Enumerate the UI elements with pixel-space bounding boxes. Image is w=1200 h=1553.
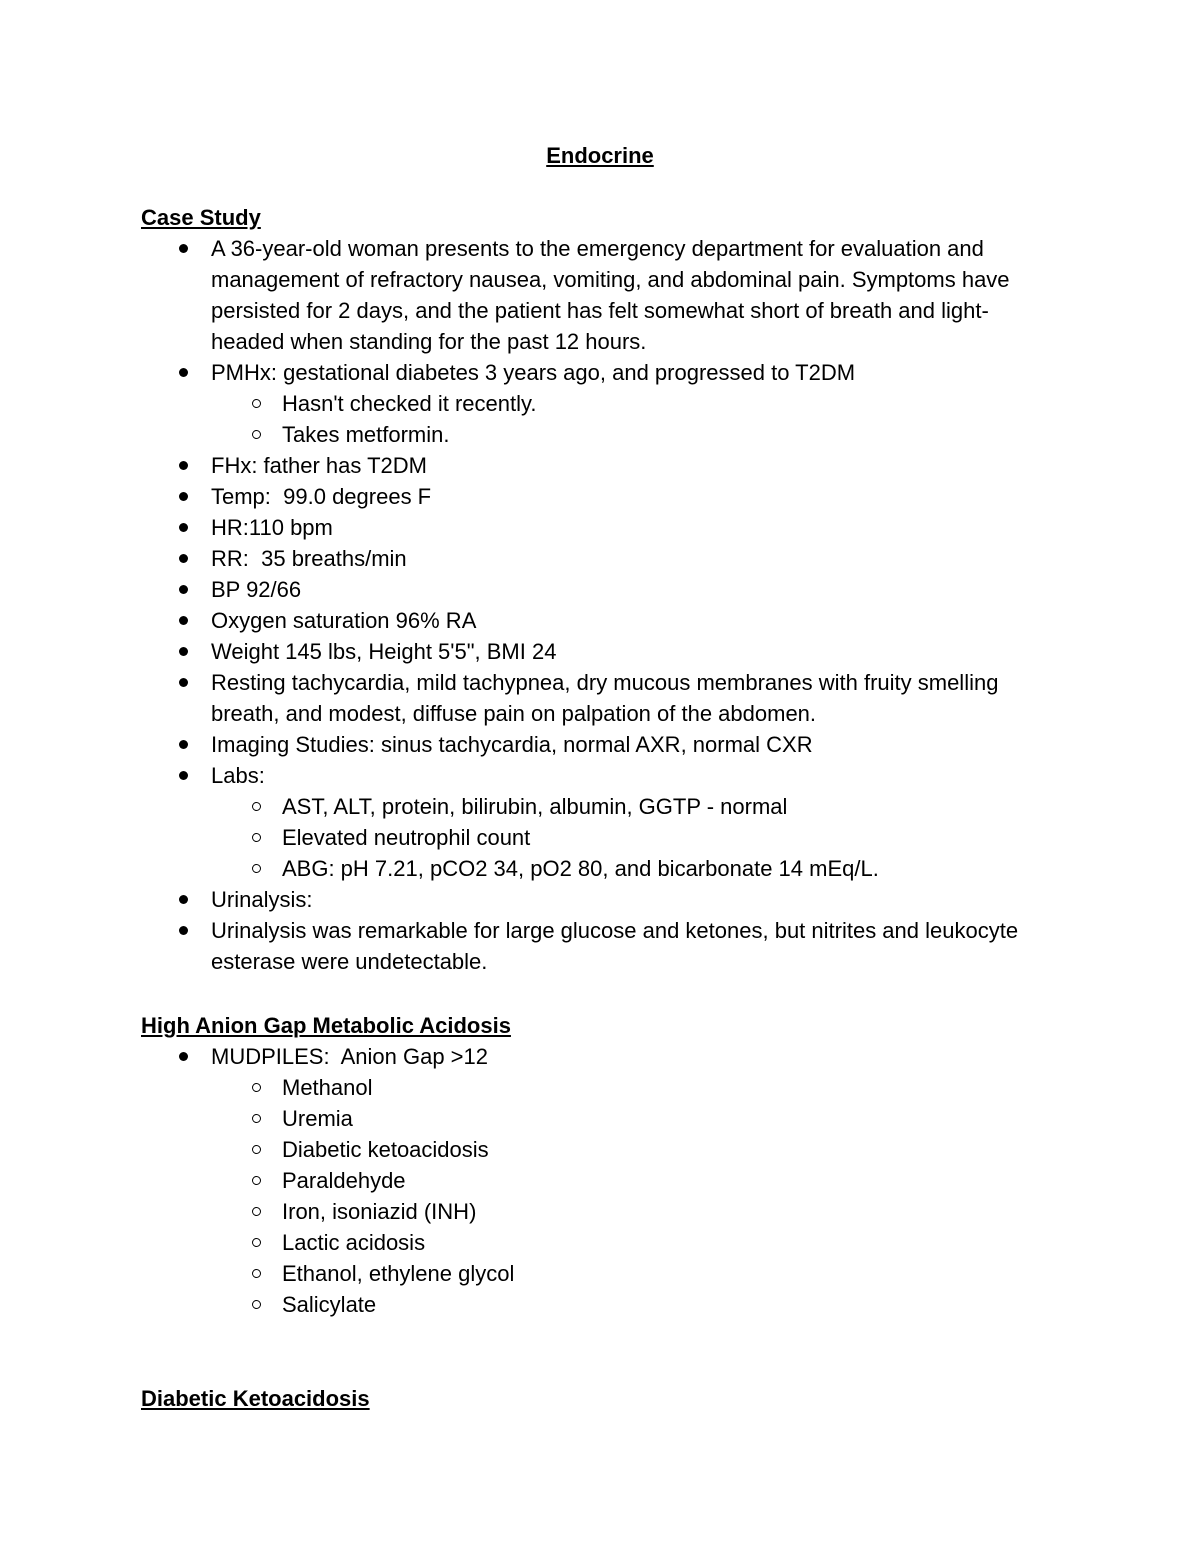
hollow-bullet-icon	[252, 1176, 261, 1185]
list-item: MUDPILES: Anion Gap >12 Methanol Uremia Diabetic ketoacidosis Paraldehyde Iron, isoniazid (INH) Lactic acidosis Ethanol, ethylene glycol Salicylate	[0, 1041, 1200, 1320]
sub-list-item: Lactic acidosis	[211, 1227, 1060, 1258]
sub-list-item: Uremia	[211, 1103, 1060, 1134]
hollow-bullet-icon	[252, 802, 261, 811]
filled-bullet-icon	[179, 926, 188, 935]
hollow-bullet-icon	[252, 864, 261, 873]
list-item: Urinalysis:	[0, 884, 1200, 915]
filled-bullet-icon	[179, 740, 188, 749]
hollow-bullet-icon	[252, 1114, 261, 1123]
filled-bullet-icon	[179, 585, 188, 594]
sub-list-item: Methanol	[211, 1072, 1060, 1103]
filled-bullet-icon	[179, 1052, 188, 1061]
sub-list-item: Hasn't checked it recently.	[211, 388, 1060, 419]
case-study-list	[0, 233, 1200, 977]
hollow-bullet-icon	[252, 1083, 261, 1092]
hollow-bullet-icon	[252, 1300, 261, 1309]
sub-list-item: Diabetic ketoacidosis	[211, 1134, 1060, 1165]
sub-list-item: Salicylate	[211, 1289, 1060, 1320]
sub-list	[211, 791, 1060, 884]
list-item: RR: 35 breaths/min	[0, 543, 1200, 574]
filled-bullet-icon	[179, 616, 188, 625]
filled-bullet-icon	[179, 554, 188, 563]
section-heading-dka: Diabetic Ketoacidosis	[141, 1386, 370, 1411]
sub-list-item: Elevated neutrophil count	[211, 822, 1060, 853]
hollow-bullet-icon	[252, 399, 261, 408]
hollow-bullet-icon	[252, 1238, 261, 1247]
filled-bullet-icon	[179, 771, 188, 780]
list-item: Urinalysis was remarkable for large glucose and ketones, but nitrites and leukocyte esterase were undetectable.	[0, 915, 1200, 977]
list-item: Labs: AST, ALT, protein, bilirubin, albumin, GGTP - normal Elevated neutrophil count ABG: pH 7.21, pCO2 34, pO2 80, and bicarbonate 14 mEq/L.	[0, 760, 1200, 884]
list-item: HR:110 bpm	[0, 512, 1200, 543]
document-title-text: Endocrine	[546, 143, 654, 168]
filled-bullet-icon	[179, 678, 188, 687]
section-heading-hagma: High Anion Gap Metabolic Acidosis	[141, 1013, 511, 1038]
hollow-bullet-icon	[252, 833, 261, 842]
list-item: Oxygen saturation 96% RA	[0, 605, 1200, 636]
sub-list-item: Paraldehyde	[211, 1165, 1060, 1196]
list-item: Resting tachycardia, mild tachypnea, dry mucous membranes with fruity smelling breath, and modest, diffuse pain on palpation of the abdomen.	[0, 667, 1200, 729]
list-item: BP 92/66	[0, 574, 1200, 605]
filled-bullet-icon	[179, 368, 188, 377]
sub-list-item: AST, ALT, protein, bilirubin, albumin, GGTP - normal	[211, 791, 1060, 822]
list-item: Weight 145 lbs, Height 5'5", BMI 24	[0, 636, 1200, 667]
filled-bullet-icon	[179, 647, 188, 656]
list-item: A 36-year-old woman presents to the emergency department for evaluation and management of refractory nausea, vomiting, and abdominal pain. Symptoms have persisted for 2 days, and the patient has felt somewhat short of breath and light-headed when standing for the past 12 hours.	[0, 233, 1200, 357]
sub-list	[211, 388, 1060, 450]
sub-list-item: ABG: pH 7.21, pCO2 34, pO2 80, and bicarbonate 14 mEq/L.	[211, 853, 1060, 884]
section-heading-case-study: Case Study	[141, 205, 261, 230]
hagma-list	[0, 1041, 1200, 1320]
filled-bullet-icon	[179, 492, 188, 501]
hollow-bullet-icon	[252, 430, 261, 439]
list-item: Temp: 99.0 degrees F	[0, 481, 1200, 512]
sub-list-item: Iron, isoniazid (INH)	[211, 1196, 1060, 1227]
filled-bullet-icon	[179, 523, 188, 532]
hollow-bullet-icon	[252, 1207, 261, 1216]
sub-list-item: Ethanol, ethylene glycol	[211, 1258, 1060, 1289]
mudpiles-sub-list	[211, 1072, 1060, 1320]
hollow-bullet-icon	[252, 1269, 261, 1278]
hollow-bullet-icon	[252, 1145, 261, 1154]
list-item: FHx: father has T2DM	[0, 450, 1200, 481]
filled-bullet-icon	[179, 895, 188, 904]
filled-bullet-icon	[179, 461, 188, 470]
sub-list-item: Takes metformin.	[211, 419, 1060, 450]
document-title	[0, 140, 1200, 171]
list-item: Imaging Studies: sinus tachycardia, normal AXR, normal CXR	[0, 729, 1200, 760]
filled-bullet-icon	[179, 244, 188, 253]
list-item: PMHx: gestational diabetes 3 years ago, and progressed to T2DM Hasn't checked it recently. Takes metformin.	[0, 357, 1200, 450]
